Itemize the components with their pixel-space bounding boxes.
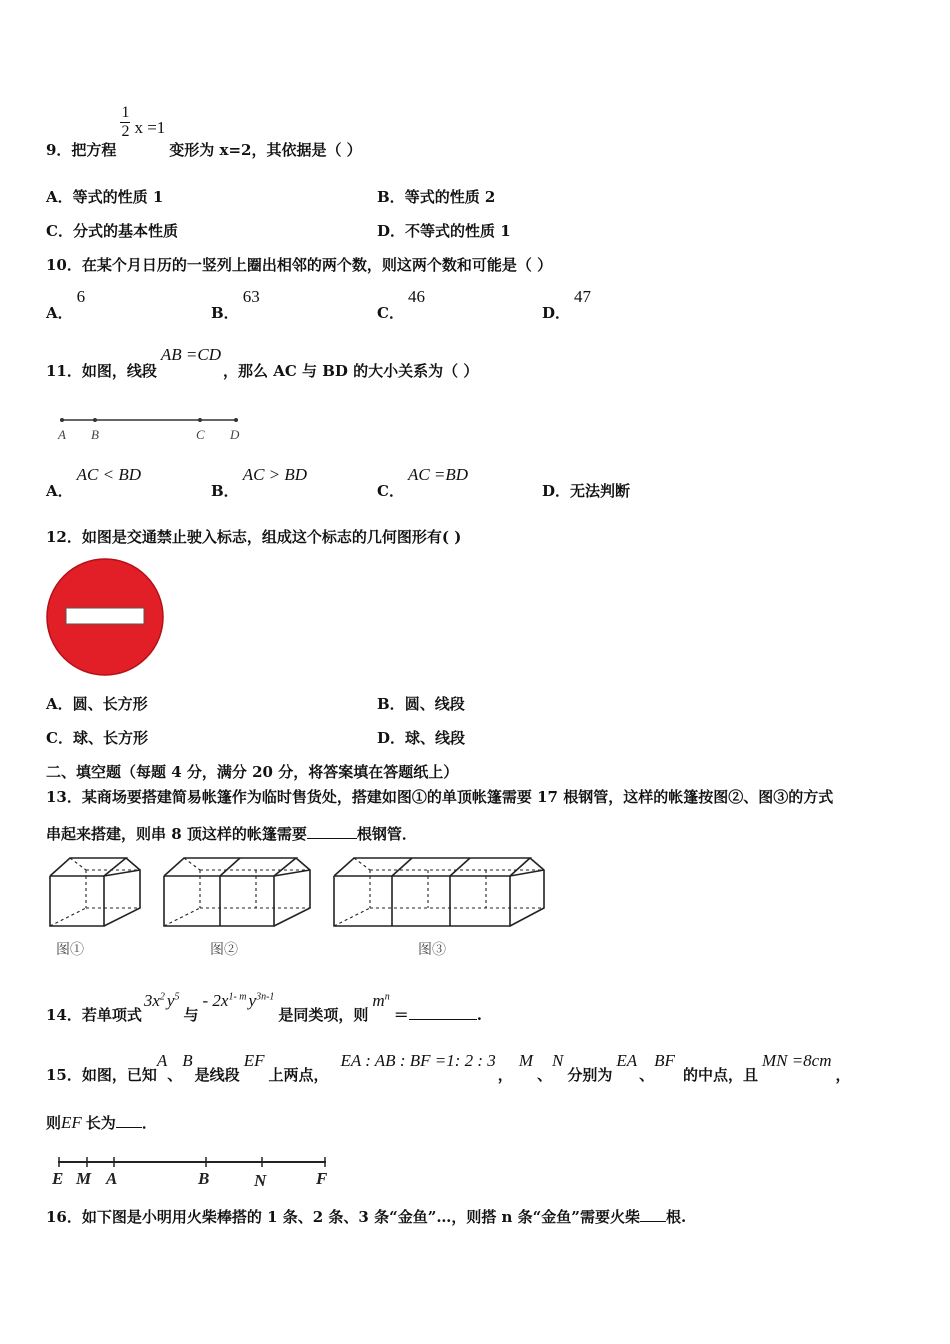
q13-answer-blank[interactable] (307, 838, 357, 839)
q12-option-a[interactable] (46, 693, 148, 714)
q15-label-e: E (52, 1169, 64, 1188)
q16-stem (46, 1206, 686, 1227)
q9-option-c-text: 分式的基本性质 (72, 222, 178, 240)
q12-option-d-text: 球、线段 (405, 729, 466, 747)
q10-option-d-label: D． (542, 304, 571, 322)
q15-label-m: M (76, 1169, 92, 1188)
q15-line2 (46, 1112, 157, 1133)
q11-expr: AB =CD (160, 345, 221, 364)
q15-line2-suffix: 长为 (85, 1114, 116, 1132)
q15-label-f: F (316, 1169, 328, 1188)
q15-t3: ， (497, 1066, 513, 1084)
q11-point-a (60, 418, 64, 422)
q9-option-a-label: A． (46, 188, 73, 206)
q14-term1 (144, 991, 180, 1010)
section-2-title: 二、填空题（每题 4 分，满分 20 分，将答案填在答题纸上） (46, 763, 459, 781)
q12-option-c-text: 球、长方形 (72, 729, 148, 747)
q12-stem: 12．如图是交通禁止驶入标志，组成这个标志的几何图形有( ) (46, 528, 462, 546)
q13-line2-prefix: 串起来搭建，则串 8 顶这样的帐篷需要 (46, 825, 307, 843)
tent-caption-3: 图③ (418, 943, 446, 958)
q15-m: M (518, 1051, 533, 1070)
q11-point-d (234, 418, 238, 422)
q11-prefix: 11．如图，线段 (46, 362, 157, 380)
q10-option-c-label: C． (377, 304, 404, 322)
q12-option-d-label: D． (377, 729, 406, 747)
q9-eq-rest: x =1 (134, 117, 166, 137)
q14-term2-y: y (248, 991, 257, 1010)
q11-option-b-expr: AC > BD (242, 465, 308, 484)
q11-label-c: C (196, 427, 205, 442)
q14-term1-y: y (166, 991, 175, 1010)
q16-suffix: 根. (665, 1208, 687, 1226)
q15-mn: MN =8cm (761, 1051, 832, 1070)
q15-sep2: 、 (536, 1066, 552, 1084)
q9-suffix: 变形为 x=2，其依据是（ ） (169, 140, 362, 159)
q13-line2-suffix: 根钢管． (356, 825, 417, 843)
q15-label-a: A (106, 1169, 118, 1188)
q11-option-b[interactable] (211, 464, 308, 500)
q15-answer-blank[interactable] (116, 1127, 142, 1128)
q15-sep3: 、 (639, 1066, 655, 1084)
q10-option-b-value: 63 (242, 287, 260, 306)
q15-prefix: 15．如图，已知 (46, 1066, 157, 1084)
q15-a: A (156, 1051, 168, 1070)
q12-option-c[interactable] (46, 727, 148, 748)
q13-line2 (46, 823, 417, 844)
q9-option-d-text: 不等式的性质 1 (405, 222, 511, 240)
q11-label-d: D (230, 427, 240, 442)
q15-n: N (552, 1051, 564, 1070)
q12-option-b-label: B． (377, 695, 405, 713)
no-entry-sign-icon (44, 556, 168, 680)
q10-option-b[interactable] (211, 286, 260, 322)
q15-label-n: N (254, 1171, 267, 1190)
q10-option-d[interactable] (542, 286, 592, 322)
q12-option-a-text: 圆、长方形 (72, 695, 148, 713)
tent-figures (46, 852, 550, 962)
q11-option-b-label: B． (211, 482, 239, 500)
q15-line2-ef: EF (61, 1113, 82, 1132)
sign-bar (66, 608, 144, 624)
q9-option-a[interactable] (46, 186, 163, 207)
q14-stem (46, 990, 482, 1024)
q11-option-c[interactable] (377, 464, 469, 500)
q10-stem: 10．在某个月日历的一竖列上圈出相邻的两个数，则这两个数和可能是（ ） (46, 256, 553, 274)
q15-label-b: B (198, 1169, 210, 1188)
q14-term2-base: - 2x (202, 991, 229, 1010)
q11-option-a[interactable] (46, 464, 141, 500)
q14-term2-exp1: 1- m (228, 991, 247, 1003)
q14-m-power-n (372, 991, 389, 1010)
q9-stem (46, 104, 362, 159)
tent-figure-3 (334, 858, 544, 926)
q14-mid: 与 (183, 1006, 199, 1024)
q15-t1: 是线段 (194, 1066, 240, 1084)
q9-option-b[interactable] (377, 186, 495, 207)
q16-answer-blank[interactable] (640, 1221, 666, 1222)
q9-fraction (120, 104, 130, 141)
q9-option-c[interactable] (46, 220, 178, 241)
q12-option-b[interactable] (377, 693, 465, 714)
q9-option-d-label: D． (377, 222, 406, 240)
q11-point-b (93, 418, 97, 422)
q14-term1-base: 3x (143, 991, 160, 1010)
q14-suffix: ＝ (393, 1006, 409, 1024)
q11-option-d-text: 无法判断 (570, 482, 631, 500)
q15-line2-prefix: 则 (46, 1114, 62, 1132)
q11-option-d-label: D． (542, 482, 571, 500)
q11-label-a: A (58, 427, 66, 442)
q14-prefix: 14．若单项式 (46, 1006, 142, 1024)
q10-option-d-value: 47 (574, 287, 592, 306)
q15-t4: 分别为 (567, 1066, 613, 1084)
q9-option-b-text: 等式的性质 2 (404, 188, 496, 206)
q11-option-a-expr: AC < BD (76, 465, 141, 484)
q11-label-b: B (91, 427, 99, 442)
q14-answer-blank[interactable] (409, 1019, 477, 1020)
q13-line1: 13．某商场要搭建简易帐篷作为临时售货处，搭建如图①的单顶帐篷需要 17 根钢管，这样的帐篷按图②、图③的方式 (46, 788, 834, 806)
q9-option-a-text: 等式的性质 1 (72, 188, 164, 206)
q9-option-b-label: B． (377, 188, 405, 206)
q9-frac-den: 2 (121, 123, 130, 140)
tent-caption-2: 图② (210, 943, 238, 958)
q14-mid2: 是同类项，则 (278, 1006, 369, 1024)
q10-option-c[interactable] (377, 286, 425, 322)
q14-m: m (372, 991, 385, 1010)
q12-option-c-label: C． (46, 729, 73, 747)
q16-prefix: 16．如下图是小明用火柴棒搭的 1 条、2 条、3 条“金鱼”…，则搭 n 条“金鱼”需要火柴 (46, 1208, 640, 1226)
q10-option-c-value: 46 (407, 287, 425, 306)
q10-option-a[interactable] (46, 286, 86, 322)
q14-term2 (202, 991, 274, 1010)
q14-n: n (384, 991, 390, 1003)
tent-caption-1: 图① (56, 943, 84, 958)
q10-option-b-label: B． (211, 304, 239, 322)
q11-suffix: ，那么 AC 与 BD 的大小关系为（ ） (222, 362, 479, 380)
q15-ef: EF (243, 1051, 265, 1070)
q10-option-a-value: 6 (76, 287, 86, 306)
q15-t5: 的中点，且 (682, 1066, 758, 1084)
q15-stem (46, 1050, 851, 1084)
q15-sep1: 、 (167, 1066, 183, 1084)
q12-option-d[interactable] (377, 727, 465, 748)
q15-b: B (182, 1051, 193, 1070)
q14-term1-exp2: 5 (174, 991, 180, 1003)
q9-option-d[interactable] (377, 220, 511, 241)
q14-end: . (476, 1006, 482, 1024)
q15-ea: EA (616, 1051, 638, 1070)
q11-stem (46, 344, 479, 380)
tent-figure-2 (164, 858, 310, 926)
q11-segment-figure (52, 412, 252, 446)
q10-option-a-label: A． (46, 304, 73, 322)
tent-figure-1 (50, 858, 140, 926)
q15-t2: 上两点， (268, 1066, 329, 1084)
q11-option-c-label: C． (377, 482, 404, 500)
q15-line2-end: ． (141, 1114, 157, 1132)
q15-t6: ， (835, 1066, 851, 1084)
q12-option-b-text: 圆、线段 (404, 695, 465, 713)
q11-option-d[interactable] (542, 480, 630, 501)
q15-segment-figure (50, 1152, 340, 1192)
q15-bf: BF (654, 1051, 675, 1070)
q11-option-a-label: A． (46, 482, 73, 500)
q9-option-c-label: C． (46, 222, 73, 240)
q12-option-a-label: A． (46, 695, 73, 713)
q14-term2-exp2: 3n-1 (256, 991, 275, 1003)
q9-prefix: 9．把方程 (46, 140, 117, 159)
q9-frac-num: 1 (121, 104, 130, 121)
q15-ratio: EA : AB : BF =1: 2 : 3 (340, 1051, 496, 1070)
q11-option-c-expr: AC =BD (407, 465, 469, 484)
q11-point-c (198, 418, 202, 422)
q14-term1-exp1: 2 (159, 991, 165, 1003)
